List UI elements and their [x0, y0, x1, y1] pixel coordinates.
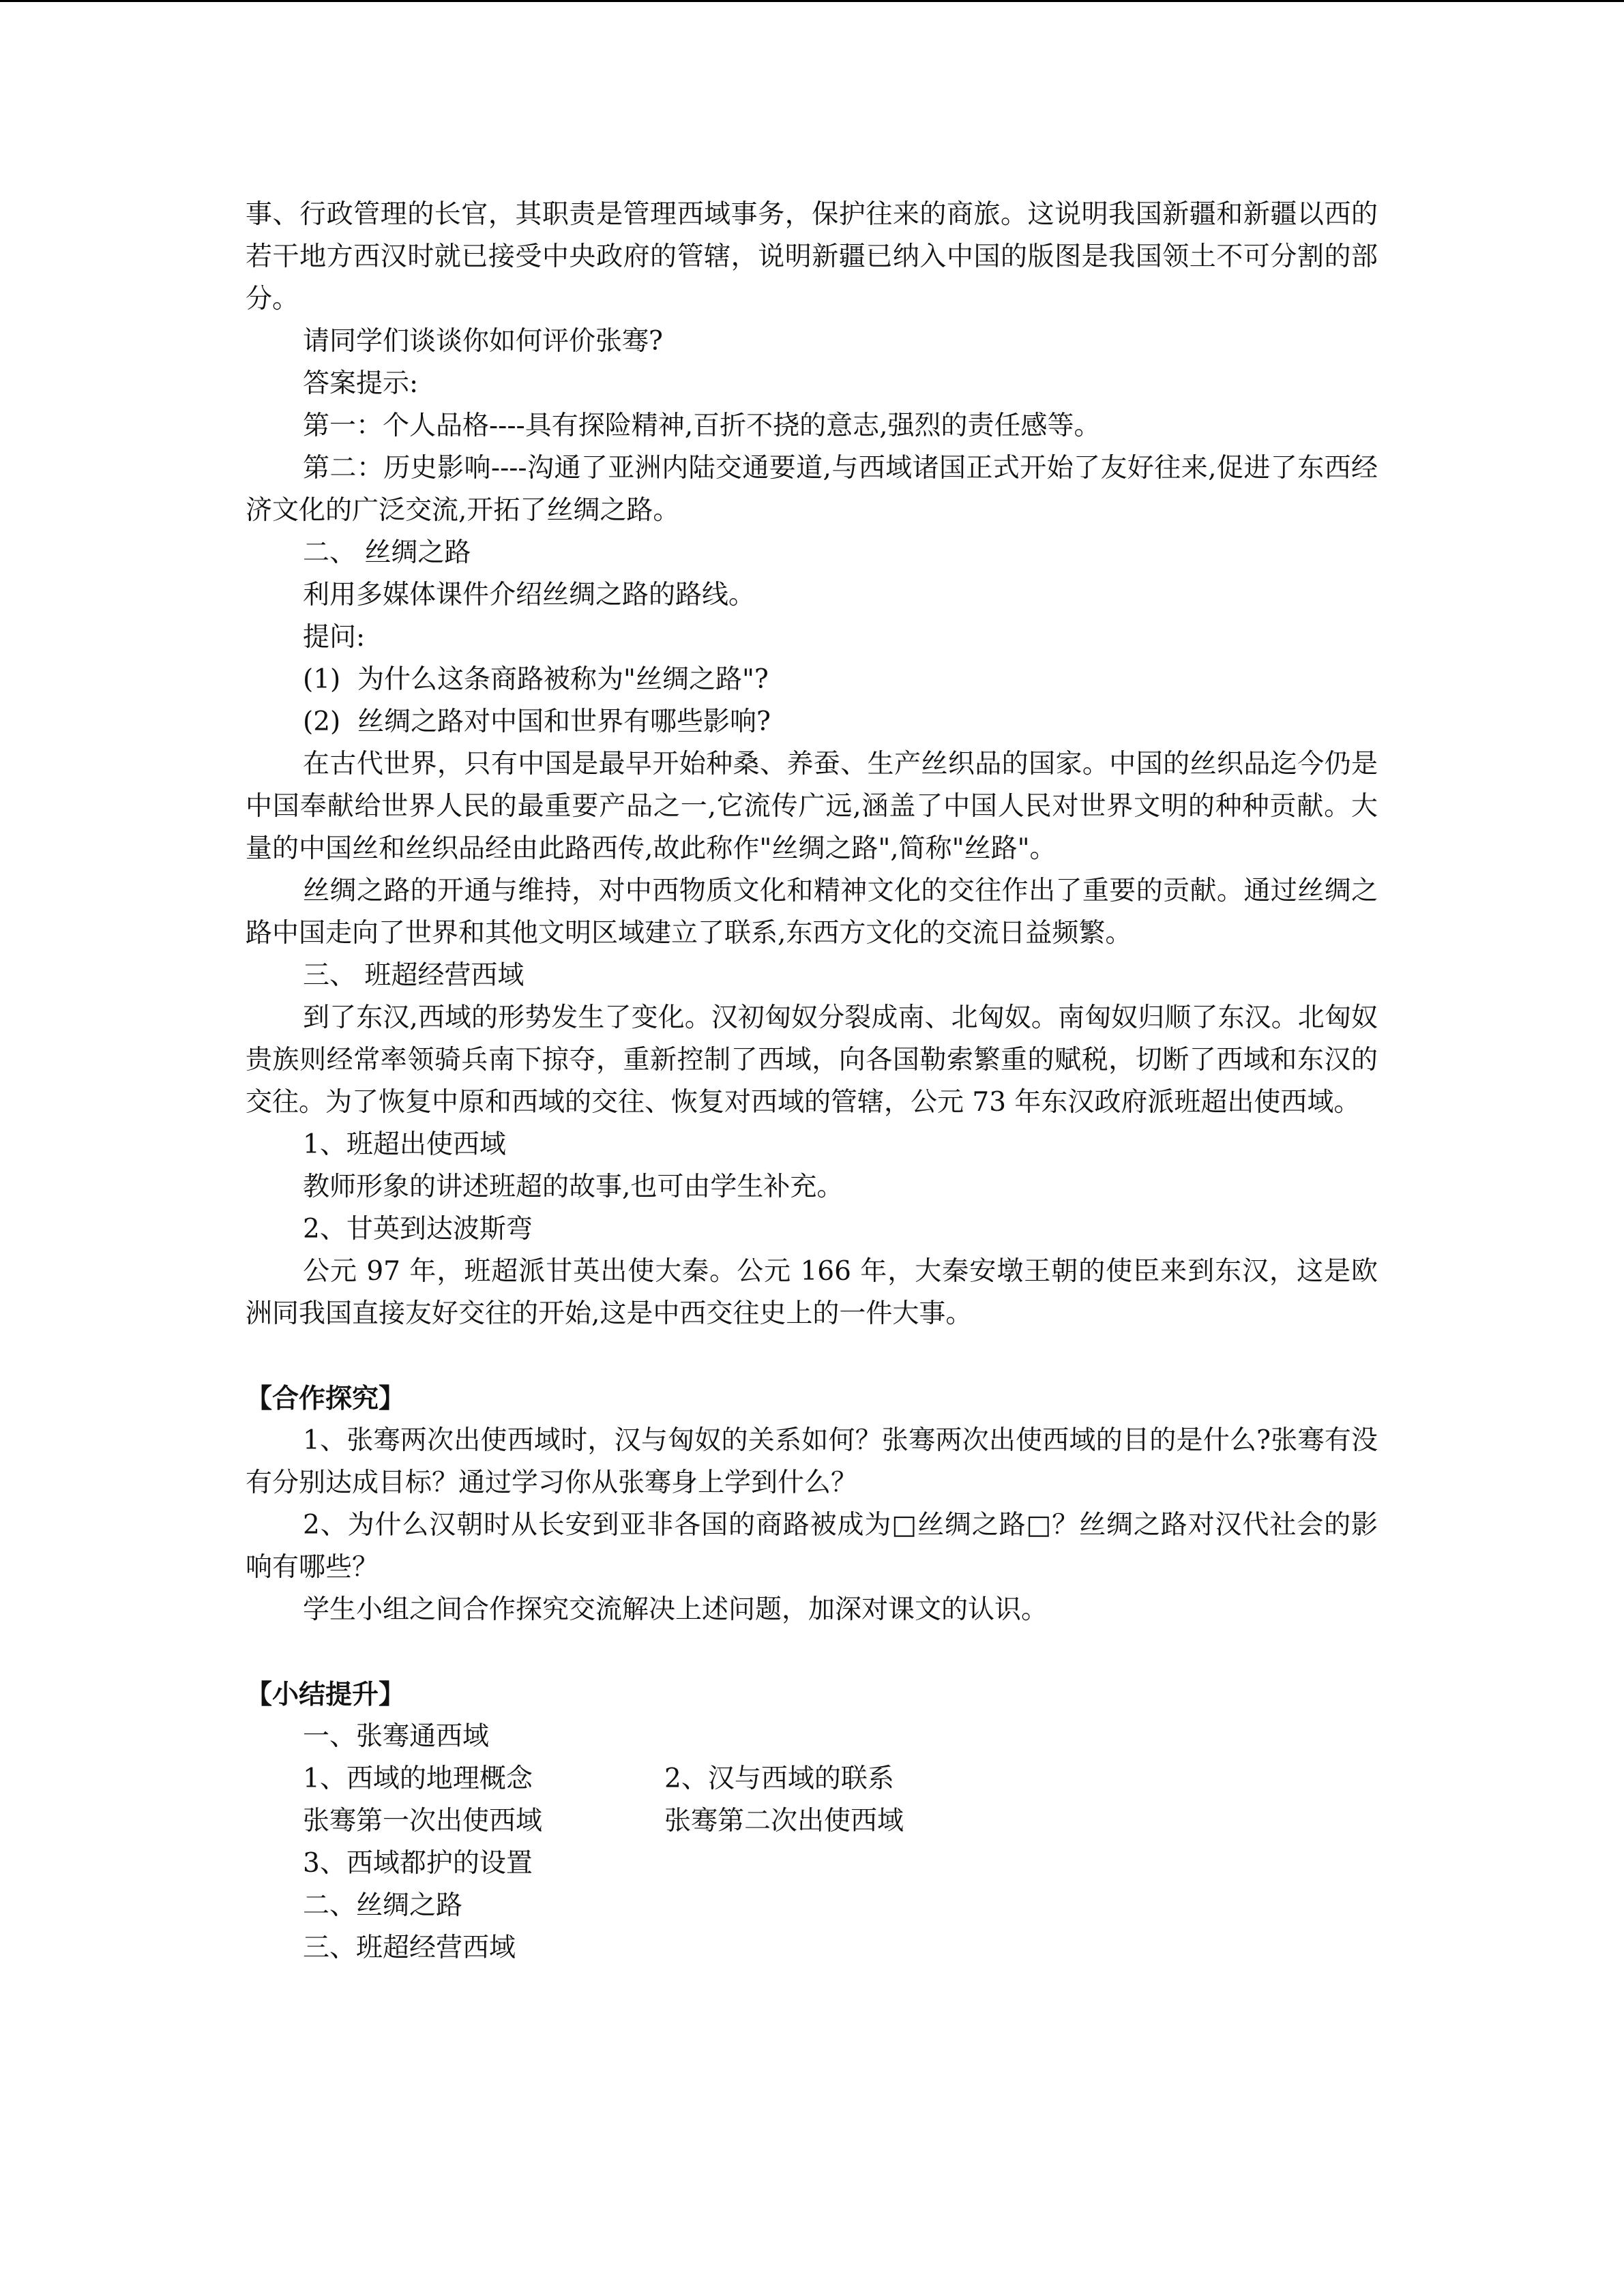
summary-line-5: 二、丝绸之路	[303, 1890, 463, 1921]
answer-point-1: 第一：个人品格----具有探险精神,百折不挠的意志,强烈的责任感等。	[303, 411, 1101, 441]
top-border-line	[0, 0, 1624, 2]
summary-line-3a: 张骞第一次出使西域	[303, 1806, 543, 1836]
section-2-intro: 利用多媒体课件介绍丝绸之路的路线。	[303, 580, 756, 610]
summary-line-3b: 张骞第二次出使西域	[664, 1806, 904, 1836]
cooperation-heading: 【合作探究】	[246, 1383, 406, 1414]
section-3-subheading-2: 2、甘英到达波斯弯	[303, 1214, 533, 1244]
summary-line-4: 3、西域都护的设置	[303, 1848, 533, 1879]
section-3-subheading-1: 1、班超出使西域	[303, 1129, 506, 1160]
cooperation-item-1: 1、张骞两次出使西域时，汉与匈奴的关系如何？张骞两次出使西域的目的是什么?张骞有没有分别达成目标？通过学习你从张骞身上学到什么？	[246, 1425, 1378, 1498]
answer-point-2: 第二：历史影响----沟通了亚洲内陆交通要道,与西域诸国正式开始了友好往来,促进了东西经济文化的广泛交流,开拓了丝绸之路。	[246, 453, 1378, 526]
section-2-paragraph-2: 丝绸之路的开通与维持，对中西物质文化和精神文化的交往作出了重要的贡献。通过丝绸之路中国走向了世界和其他文明区域建立了联系,东西方文化的交流日益频繁。	[246, 876, 1378, 949]
summary-line-6: 三、班超经营西域	[303, 1933, 516, 1963]
section-2-ask: 提问:	[303, 622, 366, 653]
section-2-question-2: (2) 丝绸之路对中国和世界有哪些影响?	[303, 706, 771, 737]
section-3-subtext-1: 教师形象的讲述班超的故事,也可由学生补充。	[303, 1172, 844, 1202]
document-page	[246, 194, 1378, 1969]
summary-heading: 【小结提升】	[246, 1679, 406, 1710]
section-2-paragraph-1: 在古代世界，只有中国是最早开始种桑、养蚕、生产丝织品的国家。中国的丝织品迄今仍是中国奉献给世界人民的最重要产品之一,它流传广远,涵盖了中国人民对世界文明的种种贡献。大量的中国丝和丝织品经由此路西传,故此称作"丝绸之路",简称"丝路"。	[246, 749, 1378, 864]
intro-paragraph: 事、行政管理的长官，其职责是管理西域事务，保护往来的商旅。这说明我国新疆和新疆以西的若干地方西汉时就已接受中央政府的管辖，说明新疆已纳入中国的版图是我国领土不可分割的部分。	[246, 199, 1378, 314]
evaluation-question: 请同学们谈谈你如何评价张骞?	[303, 326, 663, 357]
summary-line-2b: 2、汉与西域的联系	[664, 1763, 894, 1794]
section-3-paragraph: 到了东汉,西域的形势发生了变化。汉初匈奴分裂成南、北匈奴。南匈奴归顺了东汉。北匈奴贵族则经常率领骑兵南下掠夺，重新控制了西域，向各国勒索繁重的赋税，切断了西域和东汉的交往。为了恢复中原和西域的交往、恢复对西域的管辖，公元 73 年东汉政府派班超出使西域。	[246, 1002, 1378, 1118]
answer-label: 答案提示:	[303, 368, 419, 399]
cooperation-item-2: 2、为什么汉朝时从长安到亚非各国的商路被成为□丝绸之路□？丝绸之路对汉代社会的影响有哪些？	[246, 1510, 1378, 1583]
section-3-title: 三、 班超经营西域	[303, 960, 525, 991]
summary-row-2	[246, 1758, 1378, 1800]
summary-line-1: 一、张骞通西域	[303, 1721, 490, 1752]
cooperation-item-3: 学生小组之间合作探究交流解决上述问题，加深对课文的认识。	[303, 1594, 1048, 1625]
section-2-title: 二、 丝绸之路	[303, 537, 471, 568]
section-2-question-1: (1) 为什么这条商路被称为"丝绸之路"?	[303, 664, 769, 695]
summary-line-2a: 1、西域的地理概念	[303, 1763, 533, 1794]
section-3-subtext-2: 公元 97 年，班超派甘英出使大秦。公元 166 年，大秦安墩王朝的使臣来到东汉，这是欧洲同我国直接友好交往的开始,这是中西交往史上的一件大事。	[246, 1256, 1378, 1329]
summary-row-3	[246, 1800, 1378, 1843]
